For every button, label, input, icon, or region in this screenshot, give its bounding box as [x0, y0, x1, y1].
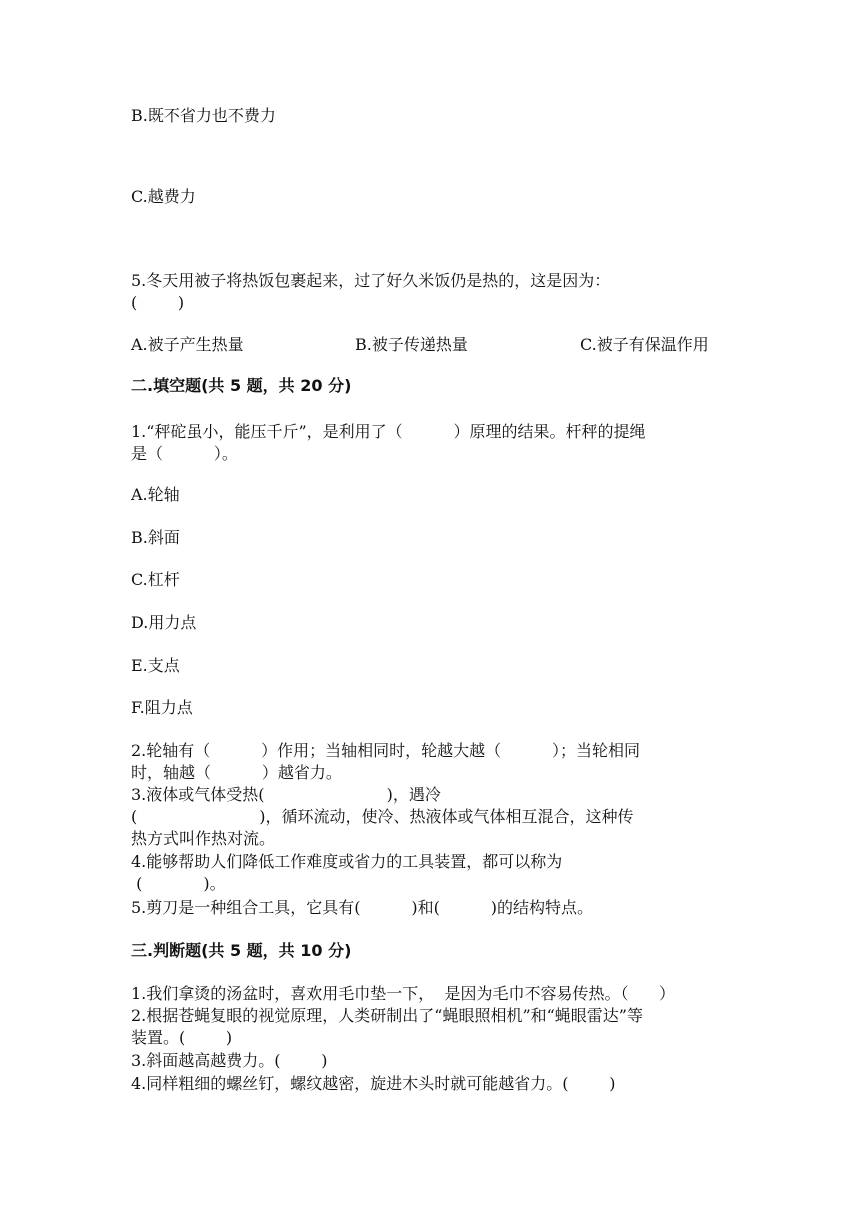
prev-option-c: C.越费力 [131, 187, 196, 206]
fill-q3-line3: 热方式叫作热对流。 [131, 829, 276, 848]
fill-q1-option-e: E.支点 [131, 656, 180, 675]
fill-q2-line2: 时，轴越（ ）越省力。 [131, 763, 342, 782]
judge-q4: 4.同样粗细的螺丝钉，螺纹越密，旋进木头时就可能越省力。( ) [131, 1074, 616, 1093]
judge-q3: 3.斜面越高越费力。( ) [131, 1051, 328, 1070]
fill-q1-option-d: D.用力点 [131, 613, 197, 632]
q5-option-c: C.被子有保温作用 [580, 335, 709, 354]
fill-q4-line1: 4.能够帮助人们降低工作难度或省力的工具装置，都可以称为 [131, 852, 563, 871]
q5-option-a: A.被子产生热量 [131, 335, 244, 354]
fill-q3-line2: ( )，循环流动，使冷、热液体或气体相互混合，这种传 [131, 807, 634, 826]
prev-option-b: B.既不省力也不费力 [131, 106, 276, 125]
judge-q2-line1: 2.根据苍蝇复眼的视觉原理，人类研制出了“蝇眼照相机”和“蝇眼雷达”等 [131, 1006, 643, 1025]
fill-q1-line1: 1.“秤砣虽小，能压千斤”，是利用了（ ）原理的结果。杆秤的提绳 [131, 422, 646, 441]
fill-q3-line1: 3.液体或气体受热( )，遇冷 [131, 785, 441, 804]
fill-q2-line1: 2.轮轴有（ ）作用；当轴相同时，轮越大越（ ）；当轮相同 [131, 741, 640, 760]
fill-q1-option-f: F.阻力点 [131, 698, 193, 717]
section2-heading: 二.填空题(共 5 题，共 20 分) [131, 376, 352, 395]
fill-q1-option-b: B.斜面 [131, 528, 180, 547]
fill-q4-line2: ( )。 [131, 874, 226, 893]
fill-q1-option-a: A.轮轴 [131, 485, 180, 504]
fill-q5: 5.剪刀是一种组合工具，它具有( )和( )的结构特点。 [131, 898, 593, 917]
section3-heading: 三.判断题(共 5 题，共 10 分) [131, 941, 352, 960]
fill-q1-option-c: C.杠杆 [131, 570, 180, 589]
judge-q2-line2: 装置。( ) [131, 1028, 233, 1047]
q5-option-b: B.被子传递热量 [355, 335, 468, 354]
q5-stem-line2: ( ) [131, 293, 185, 312]
judge-q1: 1.我们拿烫的汤盆时，喜欢用毛巾垫一下， 是因为毛巾不容易传热。（ ） [131, 984, 675, 1003]
q5-stem-line1: 5.冬天用被子将热饭包裹起来，过了好久米饭仍是热的，这是因为： [131, 271, 611, 290]
fill-q1-line2: 是（ ）。 [131, 444, 238, 463]
